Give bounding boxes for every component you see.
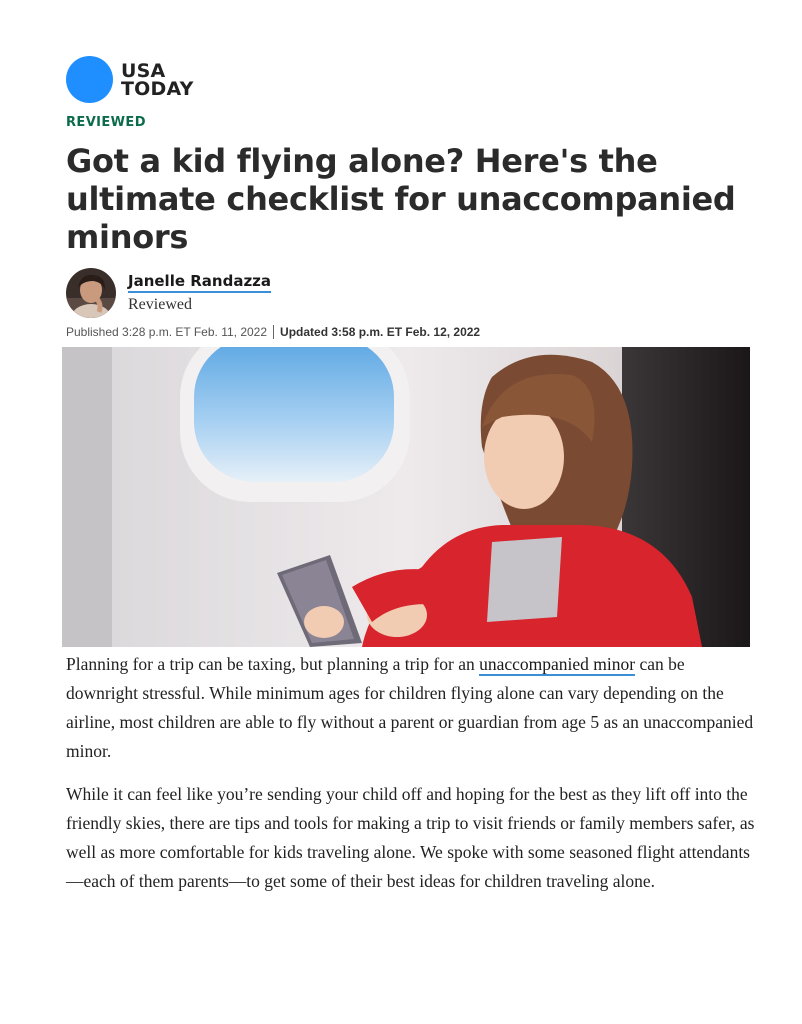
author-avatar-image bbox=[66, 268, 116, 318]
author-organization: Reviewed bbox=[128, 296, 192, 313]
usa-today-logo[interactable] bbox=[66, 56, 194, 103]
author-avatar[interactable] bbox=[66, 268, 116, 318]
article-headline: Got a kid flying alone? Here's the ultimate checklist for unaccompanied minors bbox=[66, 142, 736, 256]
logo-wordmark bbox=[121, 59, 194, 100]
logo-line-2: TODAY bbox=[121, 77, 194, 100]
unaccompanied-minor-link[interactable]: unaccompanied minor bbox=[479, 654, 636, 674]
article-paragraph-2: While it can feel like you’re sending your child off and hoping for the best as they lift off into the friendly skies, there are tips and tools for making a trip to visit friends or family members safer, as well as more comfortable for kids traveling alone. We spoke with some seasoned flight attendants—each of them parents—to get some of their best ideas for children traveling alone. bbox=[66, 784, 755, 891]
updated-date: Updated 3:58 p.m. ET Feb. 12, 2022 bbox=[280, 325, 481, 339]
logo-line-1: USA bbox=[121, 59, 166, 82]
article-paragraph-1 bbox=[66, 650, 756, 766]
dateline-divider bbox=[273, 325, 274, 339]
author-name-link[interactable]: Janelle Randazza bbox=[128, 272, 271, 293]
paragraph-1-text-end: can be downright stressful. While minimum ages for children flying alone can vary depending on the airline, most children are able to fly without a parent or guardian from age 5 as an unaccompanied minor. bbox=[66, 654, 754, 761]
logo-circle bbox=[66, 56, 113, 103]
hero-image bbox=[62, 347, 750, 647]
section-label[interactable]: REVIEWED bbox=[66, 115, 146, 130]
article-body bbox=[66, 650, 756, 910]
hero-photo-girl-with-tablet bbox=[62, 347, 750, 647]
dateline bbox=[66, 325, 480, 339]
published-date: Published 3:28 p.m. ET Feb. 11, 2022 bbox=[66, 325, 268, 339]
paragraph-1-text-start: Planning for a trip can be taxing, but planning a trip for an bbox=[66, 654, 480, 674]
